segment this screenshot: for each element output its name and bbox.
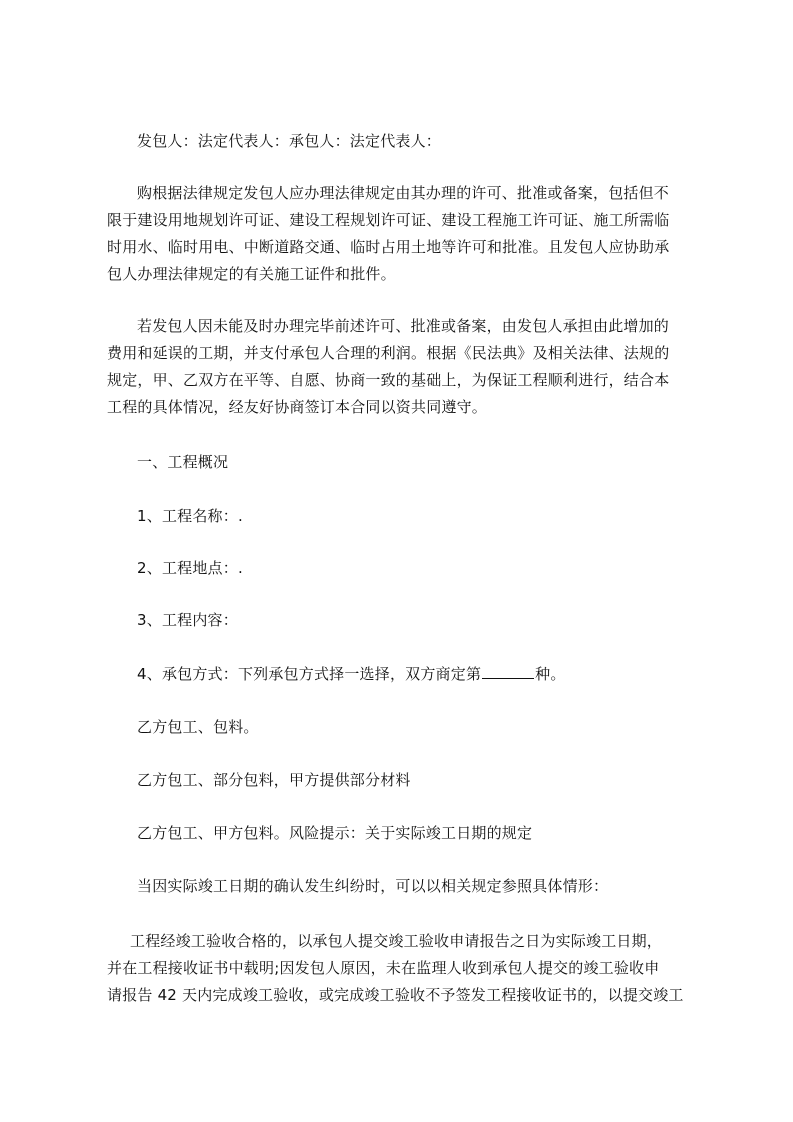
paragraph-1-line-4: 包人办理法律规定的有关施工证件和批件。 — [107, 265, 396, 283]
paragraph-1-line-2: 限于建设用地规划许可证、建设工程规划许可证、建设工程施工许可证、施工所需临 — [107, 211, 670, 229]
paragraph-2-line-3: 规定，甲、乙双方在平等、自愿、协商一致的基础上，为保证工程顺利进行，结合本 — [107, 371, 670, 389]
paragraph-3-line-2: 并在工程接收证书中载明;因发包人原因，未在监理人收到承包人提交的竣工验收申 — [107, 959, 660, 977]
option-labor-only-risk-note: 乙方包工、甲方包料。风险提示：关于实际竣工日期的规定 — [137, 824, 533, 842]
item-project-name: 1、工程名称：. — [137, 507, 243, 525]
paragraph-2-line-4: 工程的具体情况，经友好协商签订本合同以资共同遵守。 — [107, 398, 488, 416]
section-title: 一、工程概况 — [137, 453, 229, 471]
contract-method-suffix: 种。 — [535, 665, 566, 683]
item-project-location: 2、工程地点：. — [137, 559, 243, 577]
dispute-rule-line: 当因实际竣工日期的确认发生纠纷时，可以以相关规定参照具体情形： — [137, 877, 609, 895]
paragraph-1-line-3: 时用水、临时用电、中断道路交通、临时占用土地等许可和批准。且发包人应协助承 — [107, 238, 670, 256]
party-header-line: 发包人：法定代表人：承包人：法定代表人： — [137, 132, 442, 150]
paragraph-2-line-1: 若发包人因未能及时办理完毕前述许可、批准或备案，由发包人承担由此增加的 — [137, 317, 670, 335]
paragraph-3-line-3: 请报告 42 天内完成竣工验收，或完成竣工验收不予签发工程接收证书的，以提交竣工 — [107, 986, 684, 1004]
paragraph-1-line-1: 购根据法律规定发包人应办理法律规定由其办理的许可、批准或备案，包括但不 — [137, 184, 670, 202]
contract-method-prefix: 4、承包方式：下列承包方式择一选择，双方商定第 — [137, 665, 482, 683]
paragraph-2-line-2: 费用和延误的工期，并支付承包人合理的利润。根据《民法典》及相关法律、法规的 — [107, 344, 670, 362]
option-number-blank[interactable] — [482, 664, 534, 679]
option-partial-materials: 乙方包工、部分包料，甲方提供部分材料 — [137, 771, 411, 789]
item-project-content: 3、工程内容： — [137, 611, 238, 629]
item-contract-method — [137, 662, 699, 686]
option-labor-and-materials: 乙方包工、包料。 — [137, 718, 259, 736]
paragraph-3-line-1: 工程经竣工验收合格的，以承包人提交竣工验收申请报告之日为实际竣工日期， — [130, 932, 663, 950]
